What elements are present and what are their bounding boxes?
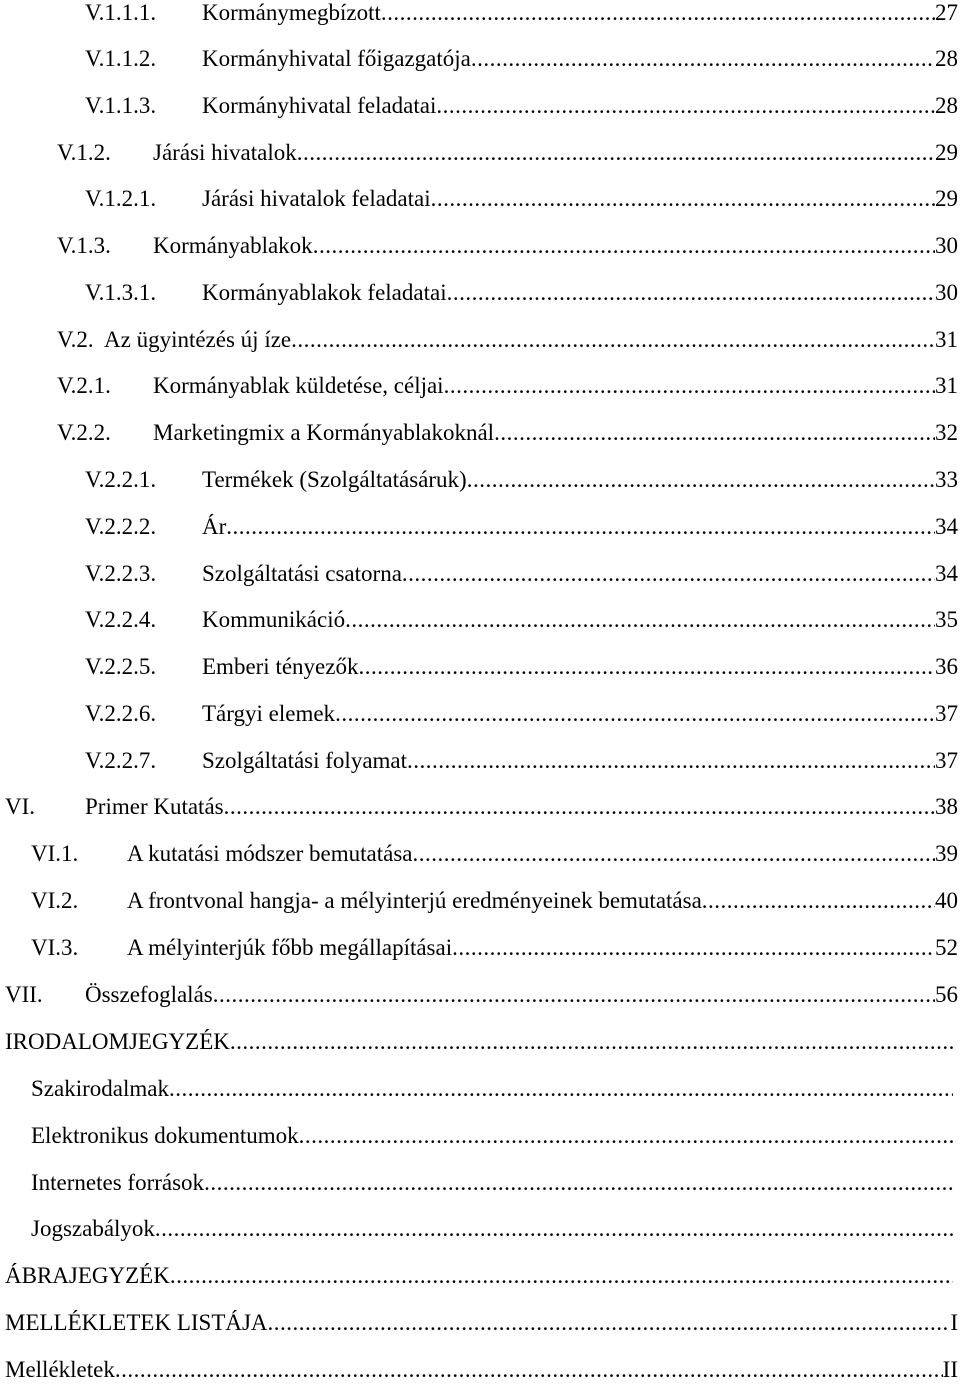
toc-dot-leader [297,136,935,170]
toc-entry-number: V.2.2.3. [85,561,157,586]
toc-entry-page: 56 [935,982,958,1007]
toc-dot-leader [268,1306,951,1340]
toc-entry-page: 31 [935,327,958,352]
toc-entry-title: Járási hivatalok feladatai [202,186,431,211]
toc-entry-title: Elektronikus dokumentumok [31,1123,299,1148]
toc-entry[interactable] [31,1119,953,1153]
toc-entry-number: V.1.3.1. [85,280,157,305]
toc-entry-title: Szakirodalmak [31,1076,169,1101]
toc-dot-leader [402,557,935,591]
toc-entry-page: 27 [935,0,958,25]
toc-dot-leader [230,1025,953,1059]
toc-entry-title: Kormányablak küldetése, céljai [153,373,444,398]
toc-entry-title: Marketingmix a Kormányablakoknál [153,420,495,445]
toc-entry-title: IRODALOMJEGYZÉK [5,1029,230,1054]
toc-entry-title: Ár [202,514,227,539]
toc-dot-leader [471,42,935,76]
toc-entry-title: Mellékletek [5,1357,115,1382]
toc-entry[interactable] [5,978,958,1012]
toc-entry[interactable] [31,1212,953,1246]
toc-entry[interactable] [57,416,958,450]
toc-entry-page: 40 [935,888,958,913]
toc-dot-leader [467,463,935,497]
toc-entry[interactable] [57,369,958,403]
toc-entry-page: 28 [935,93,958,118]
toc-entry-number: VI.2. [31,888,79,913]
toc-dot-leader [702,884,935,918]
toc-dot-leader [313,229,935,263]
toc-entry-title: Internetes források [31,1170,205,1195]
toc-dot-leader [204,1166,953,1200]
toc-entry[interactable] [85,744,958,778]
toc-entry-number: V.1.1.1. [85,0,157,25]
toc-entry-title: A kutatási módszer bemutatása [127,841,413,866]
toc-entry[interactable] [31,1166,953,1200]
toc-entry-page: 34 [935,561,958,586]
toc-entry-title: Emberi tényezők [202,654,359,679]
toc-entry-page: 29 [935,140,958,165]
toc-entry[interactable] [85,182,958,216]
toc-entry[interactable] [5,790,958,824]
toc-entry-page: 39 [935,841,958,866]
toc-dot-leader [407,744,935,778]
toc-entry[interactable] [5,1025,953,1059]
toc-dot-leader [345,603,935,637]
toc-entry[interactable] [85,510,958,544]
toc-entry-title: Szolgáltatási folyamat [202,748,408,773]
toc-entry[interactable] [85,89,958,123]
toc-entry-title: Szolgáltatási csatorna [202,561,402,586]
toc-entry[interactable] [5,1306,958,1340]
toc-entry[interactable] [85,276,958,310]
toc-entry-page: 35 [935,607,958,632]
toc-entry-page: 38 [935,794,958,819]
toc-entry-title: ÁBRAJEGYZÉK [5,1263,170,1288]
toc-entry-title: Kormányablakok feladatai [202,280,447,305]
toc-entry-number: V.2.2.4. [85,607,157,632]
toc-entry-title: Kormányablakok [153,233,313,258]
toc-dot-leader [224,790,935,824]
toc-entry-number: V.1.3. [57,233,111,258]
toc-dot-leader [431,182,935,216]
toc-entry[interactable] [57,323,958,357]
toc-entry[interactable] [85,697,958,731]
toc-entry-page: 36 [935,654,958,679]
toc-dot-leader [115,1353,943,1387]
toc-dot-leader [358,650,935,684]
toc-entry-page: 30 [935,280,958,305]
toc-entry-page: 33 [935,467,958,492]
toc-entry-number: V.2.2.1. [85,467,157,492]
toc-entry[interactable] [85,463,958,497]
toc-entry[interactable] [5,1353,958,1387]
toc-entry-page: II [942,1357,958,1382]
toc-entry-page: 31 [935,373,958,398]
toc-dot-leader [299,1119,953,1153]
toc-dot-leader [494,416,935,450]
toc-entry-page: 37 [935,701,958,726]
toc-dot-leader [291,323,935,357]
toc-dot-leader [213,978,935,1012]
toc-entry[interactable] [85,650,958,684]
toc-entry-title: Primer Kutatás [85,794,224,819]
toc-entry-title: Jogszabályok [31,1216,155,1241]
toc-entry-title: Összefoglalás [85,982,213,1007]
toc-dot-leader [447,276,935,310]
toc-dot-leader [413,837,935,871]
toc-entry[interactable] [85,0,958,30]
toc-entry-page: 32 [935,420,958,445]
toc-dot-leader [226,510,935,544]
toc-entry[interactable] [85,557,958,591]
toc-entry-title: MELLÉKLETEK LISTÁJA [5,1310,268,1335]
toc-entry-number: V.2.2.5. [85,654,157,679]
toc-entry-title: A frontvonal hangja- a mélyinterjú eredményeinek bemutatása [127,888,702,913]
toc-entry-number: V.2.2.6. [85,701,157,726]
toc-dot-leader [452,931,935,965]
toc-entry-page: 34 [935,514,958,539]
toc-entry-title: A mélyinterjúk főbb megállapításai [127,935,453,960]
toc-entry[interactable] [31,931,958,965]
toc-entry-page: 28 [935,46,958,71]
toc-entry-number: V.1.2. [57,140,111,165]
toc-entry-title: Kormányhivatal feladatai [202,93,437,118]
toc-entry-number: VII. [5,982,43,1007]
toc-entry-title: Kormánymegbízott [202,0,381,25]
toc-entry-number: VI. [5,794,36,819]
toc-entry-title: Járási hivatalok [153,140,297,165]
toc-entry[interactable] [5,1259,953,1293]
toc-dot-leader [335,697,935,731]
toc-dot-leader [436,89,935,123]
toc-dot-leader [444,369,935,403]
toc-entry-title: Termékek (Szolgáltatásáruk) [202,467,467,492]
toc-dot-leader [170,1259,953,1293]
toc-entry[interactable] [57,136,958,170]
toc-entry[interactable] [85,603,958,637]
toc-entry[interactable] [57,229,958,263]
toc-dot-leader [381,0,935,30]
toc-entry-page: 30 [935,233,958,258]
toc-entry[interactable] [85,42,958,76]
toc-dot-leader [155,1212,953,1246]
toc-entry-page: I [950,1310,958,1335]
toc-entry-number: V.2.2. [57,420,111,445]
toc-entry[interactable] [31,1072,953,1106]
toc-entry[interactable] [31,884,958,918]
toc-entry-number: V.2.2.7. [85,748,157,773]
toc-entry-title: Kormányhivatal főigazgatója [202,46,471,71]
toc-entry-number: V.1.1.2. [85,46,157,71]
toc-entry-title: Kommunikáció [202,607,346,632]
toc-entry-number: VI.3. [31,935,79,960]
toc-entry-number: V.2. [57,327,94,352]
toc-entry-page: 29 [935,186,958,211]
toc-entry-title: Tárgyi elemek [202,701,336,726]
toc-entry-number: V.2.1. [57,373,111,398]
toc-entry-page: 37 [935,748,958,773]
toc-entry-number: VI.1. [31,841,79,866]
toc-entry-number: V.1.2.1. [85,186,157,211]
toc-dot-leader [169,1072,953,1106]
toc-entry-page: 52 [935,935,958,960]
toc-entry-title: Az ügyintézés új íze [104,327,292,352]
toc-entry[interactable] [31,837,958,871]
toc-entry-number: V.2.2.2. [85,514,157,539]
toc-entry-number: V.1.1.3. [85,93,157,118]
